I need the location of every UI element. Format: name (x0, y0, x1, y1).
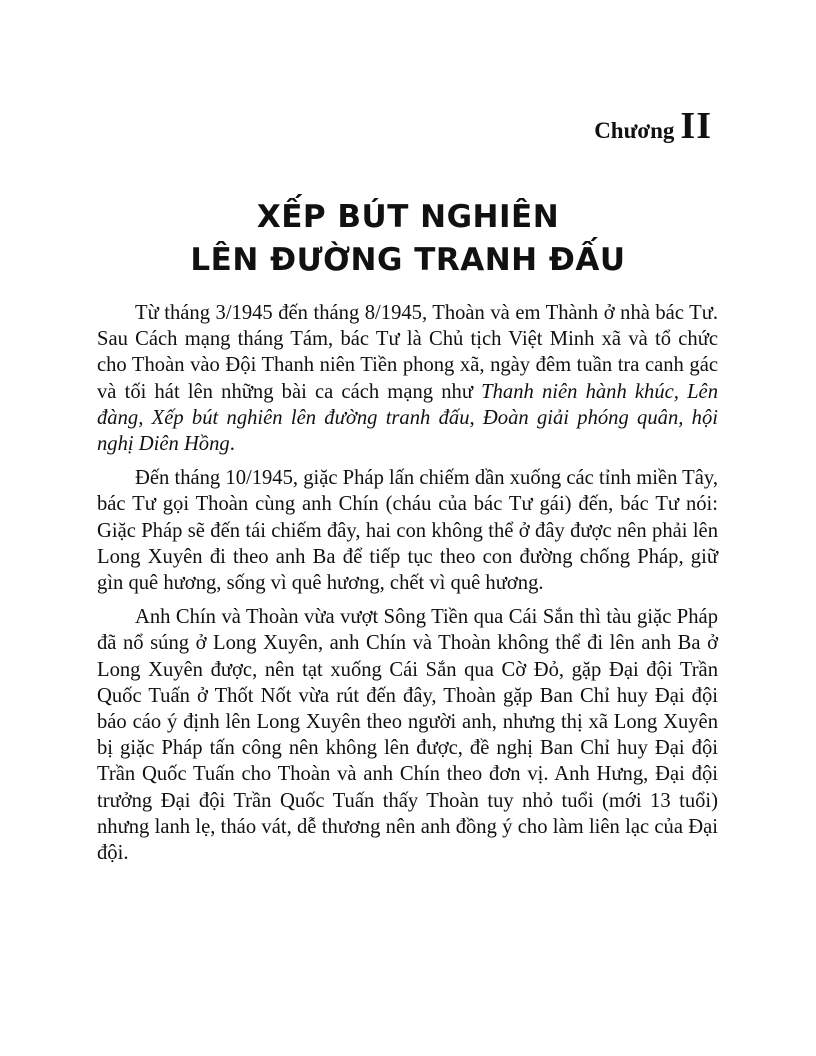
paragraph-1-text: Từ tháng 3/1945 đến tháng 8/1945, Thoàn và em Thành ở nhà bác Tư. Sau Cách mạng tháng Tám, bác Tư là Chủ tịch Việt Minh xã và tổ chức cho Thoàn vào Đội Thanh niên Tiền phong xã, ngày đêm tuần tra canh gác và tối hát lên những bài ca cách mạng như (97, 302, 718, 403)
chapter-title-line-1: XẾP BÚT NGHIÊN (256, 199, 560, 235)
song-titles: Thanh niên hành khúc, Lên đàng, Xếp bút nghiên lên đường tranh đấu, Đoàn giải phóng quân, hội nghị Diên Hồng (97, 380, 718, 456)
paragraph-2: Đến tháng 10/1945, giặc Pháp lấn chiếm dần xuống các tỉnh miền Tây, bác Tư gọi Thoàn cùng anh Chín (cháu của bác Tư gái) đến, bác Tư nói: Giặc Pháp sẽ đến tái chiếm đây, hai con không thể ở đây được nên phải lên Long Xuyên đi theo anh Ba để tiếp tục theo con đường chống Pháp, giữ gìn quê hương, sống vì quê hương, chết vì quê hương. (97, 467, 718, 595)
chapter-title-line-2: LÊN ĐƯỜNG TRANH ĐẤU (190, 242, 626, 278)
chapter-word: Chương (594, 118, 675, 143)
paragraph-1-end: . (229, 433, 235, 456)
chapter-heading (594, 104, 712, 148)
paragraph-3: Anh Chín và Thoàn vừa vượt Sông Tiền qua Cái Sắn thì tàu giặc Pháp đã nổ súng ở Long Xuyên, anh Chín và Thoàn không thể đi lên anh Ba ở Long Xuyên được, nên tạt xuống Cái Sắn qua Cờ Đỏ, gặp Đại đội Trần Quốc Tuấn ở Thốt Nốt vừa rút đến đây, Thoàn gặp Ban Chỉ huy Đại đội báo cáo ý định lên Long Xuyên theo người anh, nhưng thị xã Long Xuyên bị giặc Pháp tấn công nên không lên được, đề nghị Ban Chỉ huy Đại đội Trần Quốc Tuấn cho Thoàn và anh Chín theo đơn vị. Anh Hưng, Đại đội trưởng Đại đội Trần Quốc Tuấn thấy Thoàn tuy nhỏ tuổi (mới 13 tuổi) nhưng lanh lẹ, tháo vát, dễ thương nên anh đồng ý cho làm liên lạc của Đại đội. (97, 606, 718, 865)
chapter-title (0, 196, 816, 282)
paragraph-1 (97, 300, 718, 457)
chapter-numeral: II (680, 105, 712, 147)
body-text (97, 300, 718, 874)
